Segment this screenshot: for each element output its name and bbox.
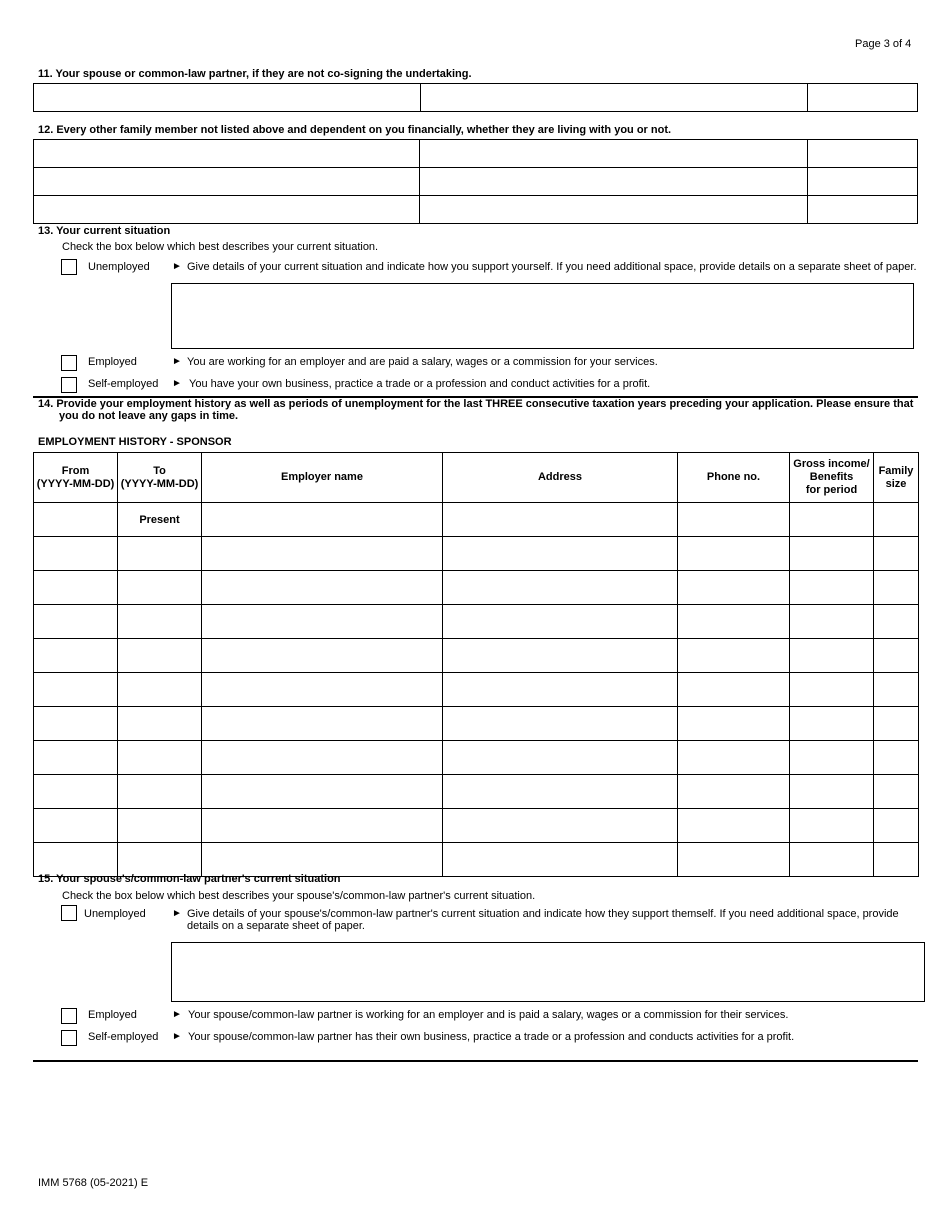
self-employed-description: You have your own business, practice a trade or a profession and conduct activities for a profit. (189, 378, 651, 390)
family-size-cell[interactable] (874, 503, 919, 537)
family-member-relationship-field[interactable] (419, 195, 808, 224)
column-header-address: Address (443, 453, 678, 503)
to-date-cell[interactable] (118, 741, 202, 775)
table-row (34, 571, 919, 605)
employed-checkbox[interactable] (61, 355, 77, 371)
column-header-phone: Phone no. (678, 453, 790, 503)
arrow-right-icon: ► (172, 261, 182, 272)
spouse-unemployed-description: Give details of your spouse's/common-law partner's current situation and indicate how they support themself. If you need additional space, provide details on a separate sheet of paper. (187, 908, 899, 932)
spouse-employed-description: Your spouse/common-law partner is working for an employer and is paid a salary, wages or a commission for their services. (188, 1009, 789, 1021)
column-header-family-size: Family size (874, 453, 919, 503)
arrow-right-icon: ► (172, 1031, 182, 1042)
section-divider (33, 1060, 918, 1062)
address-cell[interactable] (443, 571, 678, 605)
family-size-cell[interactable] (874, 639, 919, 673)
from-date-cell[interactable] (34, 843, 118, 877)
phone-cell[interactable] (678, 571, 790, 605)
family-member-relationship-field[interactable] (419, 139, 808, 168)
to-date-cell[interactable] (118, 673, 202, 707)
from-date-cell[interactable] (34, 571, 118, 605)
table-row (34, 775, 919, 809)
spouse-name-field[interactable] (33, 83, 421, 112)
from-date-cell[interactable] (34, 775, 118, 809)
arrow-right-icon: ► (172, 356, 182, 367)
family-size-cell[interactable] (874, 741, 919, 775)
section-14-title-line2: you do not leave any gaps in time. (59, 410, 239, 422)
address-cell[interactable] (443, 809, 678, 843)
address-cell[interactable] (443, 503, 678, 537)
unemployed-checkbox[interactable] (61, 259, 77, 275)
table-row (34, 843, 919, 877)
current-situation-details-field[interactable] (171, 283, 914, 349)
employer-name-cell[interactable] (202, 707, 443, 741)
table-row (34, 639, 919, 673)
address-cell[interactable] (443, 537, 678, 571)
spouse-situation-details-field[interactable] (171, 942, 925, 1002)
table-row (34, 537, 919, 571)
section-13-instruction: Check the box below which best describes your current situation. (62, 241, 379, 253)
section-15-title: 15. Your spouse's/common-law partner's current situation (38, 873, 341, 885)
arrow-right-icon: ► (172, 378, 182, 389)
from-date-cell[interactable] (34, 707, 118, 741)
from-date-cell[interactable] (34, 639, 118, 673)
phone-cell[interactable] (678, 809, 790, 843)
family-member-name-field[interactable] (33, 195, 420, 224)
spouse-self-employed-checkbox[interactable] (61, 1030, 77, 1046)
page-number: Page 3 of 4 (855, 38, 912, 50)
from-date-cell[interactable] (34, 503, 118, 537)
unemployed-label: Unemployed (88, 261, 150, 273)
section-15-instruction: Check the box below which best describes your spouse's/common-law partner's current situation. (62, 890, 536, 902)
gross-income-cell[interactable] (790, 639, 874, 673)
table-row (34, 809, 919, 843)
employer-name-cell[interactable] (202, 741, 443, 775)
employer-name-cell[interactable] (202, 537, 443, 571)
table-row (34, 707, 919, 741)
spouse-unemployed-label: Unemployed (84, 908, 146, 920)
employed-description: You are working for an employer and are paid a salary, wages or a commission for your services. (187, 356, 658, 368)
spouse-self-employed-description: Your spouse/common-law partner has their own business, practice a trade or a profession and conducts activities for a profit. (188, 1031, 795, 1043)
column-header-gross-income: Gross income/ Benefits for period (790, 453, 874, 503)
family-size-cell[interactable] (874, 537, 919, 571)
phone-cell[interactable] (678, 503, 790, 537)
gross-income-cell[interactable] (790, 571, 874, 605)
employer-name-cell[interactable] (202, 843, 443, 877)
table-header-row (34, 453, 919, 503)
employer-name-cell[interactable] (202, 571, 443, 605)
column-header-employer-name: Employer name (202, 453, 443, 503)
gross-income-cell[interactable] (790, 537, 874, 571)
family-size-cell[interactable] (874, 673, 919, 707)
unemployed-description: Give details of your current situation and indicate how you support yourself. If you need additional space, provide details on a separate sheet of paper. (187, 261, 917, 273)
phone-cell[interactable] (678, 639, 790, 673)
to-date-cell[interactable] (118, 571, 202, 605)
to-date-cell[interactable] (118, 639, 202, 673)
spouse-date-field[interactable] (807, 83, 918, 112)
gross-income-cell[interactable] (790, 843, 874, 877)
self-employed-label: Self-employed (88, 378, 159, 390)
family-member-date-field[interactable] (807, 167, 918, 196)
family-size-cell[interactable] (874, 843, 919, 877)
section-12-title: 12. Every other family member not listed above and dependent on you financially, whether they are living with you or not. (38, 124, 672, 136)
address-cell[interactable] (443, 673, 678, 707)
arrow-right-icon: ► (172, 1009, 182, 1020)
gross-income-cell[interactable] (790, 605, 874, 639)
from-date-cell[interactable] (34, 605, 118, 639)
family-member-name-field[interactable] (33, 139, 420, 168)
phone-cell[interactable] (678, 843, 790, 877)
from-date-cell[interactable] (34, 741, 118, 775)
employer-name-cell[interactable] (202, 809, 443, 843)
section-13-title: 13. Your current situation (38, 225, 171, 237)
to-date-cell[interactable] (118, 605, 202, 639)
section-14-title-line1: 14. Provide your employment history as well as periods of unemployment for the last THREE consecutive taxation years preceding your application. Please ensure that (38, 398, 914, 410)
spouse-employed-checkbox[interactable] (61, 1008, 77, 1024)
phone-cell[interactable] (678, 537, 790, 571)
section-11-title: 11. Your spouse or common-law partner, if they are not co-signing the undertaking. (38, 68, 472, 80)
family-member-relationship-field[interactable] (419, 167, 808, 196)
arrow-right-icon: ► (172, 908, 182, 919)
family-size-cell[interactable] (874, 775, 919, 809)
phone-cell[interactable] (678, 605, 790, 639)
column-header-from: From (YYYY-MM-DD) (34, 453, 118, 503)
employment-history-table (33, 452, 919, 877)
family-member-date-field[interactable] (807, 139, 918, 168)
form-code: IMM 5768 (05-2021) E (38, 1177, 149, 1189)
employer-name-cell[interactable] (202, 503, 443, 537)
phone-cell[interactable] (678, 741, 790, 775)
phone-cell[interactable] (678, 775, 790, 809)
family-member-date-field[interactable] (807, 195, 918, 224)
from-date-cell[interactable] (34, 673, 118, 707)
address-cell[interactable] (443, 639, 678, 673)
self-employed-checkbox[interactable] (61, 377, 77, 393)
phone-cell[interactable] (678, 673, 790, 707)
table-row (34, 673, 919, 707)
employed-label: Employed (88, 356, 137, 368)
from-date-cell[interactable] (34, 809, 118, 843)
spouse-self-employed-label: Self-employed (88, 1031, 159, 1043)
to-date-cell[interactable] (118, 843, 202, 877)
family-size-cell[interactable] (874, 707, 919, 741)
gross-income-cell[interactable] (790, 707, 874, 741)
family-size-cell[interactable] (874, 605, 919, 639)
employer-name-cell[interactable] (202, 605, 443, 639)
gross-income-cell[interactable] (790, 503, 874, 537)
spouse-relationship-field[interactable] (420, 83, 808, 112)
employer-name-cell[interactable] (202, 639, 443, 673)
to-date-cell[interactable] (118, 775, 202, 809)
to-date-cell[interactable] (118, 707, 202, 741)
gross-income-cell[interactable] (790, 673, 874, 707)
employment-history-title: EMPLOYMENT HISTORY - SPONSOR (38, 436, 232, 448)
address-cell[interactable] (443, 843, 678, 877)
gross-income-cell[interactable] (790, 775, 874, 809)
to-date-cell: Present (118, 503, 202, 537)
phone-cell[interactable] (678, 707, 790, 741)
family-size-cell[interactable] (874, 571, 919, 605)
table-row (34, 503, 919, 537)
table-row (34, 741, 919, 775)
to-date-cell[interactable] (118, 537, 202, 571)
gross-income-cell[interactable] (790, 809, 874, 843)
column-header-to: To (YYYY-MM-DD) (118, 453, 202, 503)
address-cell[interactable] (443, 605, 678, 639)
address-cell[interactable] (443, 741, 678, 775)
gross-income-cell[interactable] (790, 741, 874, 775)
family-size-cell[interactable] (874, 809, 919, 843)
employer-name-cell[interactable] (202, 673, 443, 707)
employer-name-cell[interactable] (202, 775, 443, 809)
address-cell[interactable] (443, 775, 678, 809)
spouse-employed-label: Employed (88, 1009, 137, 1021)
spouse-unemployed-checkbox[interactable] (61, 905, 77, 921)
address-cell[interactable] (443, 707, 678, 741)
section-14-title (38, 398, 918, 422)
family-member-name-field[interactable] (33, 167, 420, 196)
table-row (34, 605, 919, 639)
from-date-cell[interactable] (34, 537, 118, 571)
to-date-cell[interactable] (118, 809, 202, 843)
